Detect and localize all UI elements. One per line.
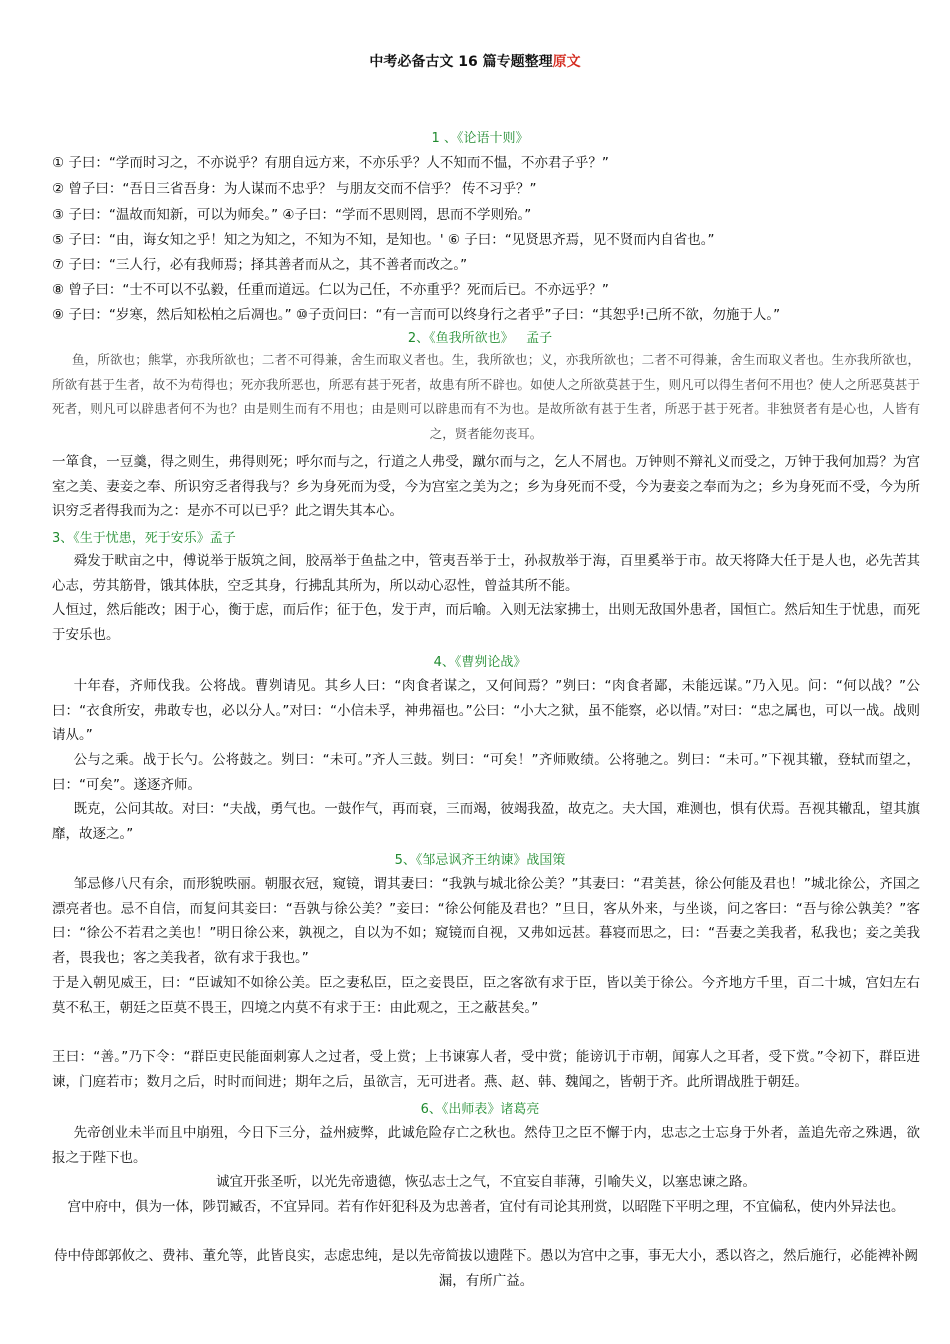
shengyu-paragraph-1: 舜发于畎亩之中，傅说举于版筑之间，胶鬲举于鱼盐之中，管夷吾举于士，孙叔敖举于海，百里奚举于市。故天将降大任于是人也，必先苦其心志，劳其筋骨，饿其体肤，空乏其身，行拂乱其所为，所以动心忍性，曾益其所不能。 — [52, 553, 920, 594]
lunyu-line-1: ① 子曰：“学而时习之，不亦说乎？有朋自远方来，不亦乐乎？人不知而不愠，不亦君子乎？” — [52, 155, 609, 171]
zouji-paragraph-3: 王曰：“善。”乃下令：“群臣吏民能面刺寡人之过者，受上赏；上书谏寡人者，受中赏；能谤讥于市朝，闻寡人之耳者，受下赏。”令初下，群臣进谏，门庭若市；数月之后，时时而间进；期年之后，虽欲言，无可进者。燕、赵、韩、魏闻之，皆朝于齐。此所谓战胜于朝廷。 — [52, 1049, 920, 1090]
lunyu-line-5: ⑦ 子曰：“三人行，必有我师焉；择其善者而从之，其不善者而改之。” — [52, 257, 468, 273]
caogui-paragraph-3: 既克，公问其故。对曰：“夫战，勇气也。一鼓作气，再而衰，三而竭，彼竭我盈，故克之。夫大国，难测也，惧有伏焉。吾视其辙乱，望其旗靡，故逐之。” — [52, 801, 920, 842]
caogui-paragraph-2: 公与之乘。战于长勺。公将鼓之。刿曰：“未可。”齐人三鼓。刿曰：“可矣！”齐师败绩。公将驰之。刿曰：“未可。”下视其辙，登轼而望之，曰：“可矣”。遂逐齐师。 — [52, 752, 920, 793]
zouji-paragraph-2: 于是入朝见威王，曰：“臣诚知不如徐公美。臣之妻私臣，臣之妾畏臣，臣之客欲有求于臣，皆以美于徐公。今齐地方千里，百二十城，宫妇左右莫不私王，朝廷之臣莫不畏王，四境之内莫不有求于王：由此观之，王之蔽甚矣。” — [52, 975, 920, 1016]
section-heading-6: 6、《出师表》诸葛亮 — [420, 1102, 540, 1117]
section-heading-2 — [40, 327, 920, 346]
chushi-paragraph-2: 诚宜开张圣听，以光先帝遗德，恢弘志士之气，不宜妄自菲薄，引喻失义，以塞忠谏之路。 — [216, 1174, 756, 1190]
title-main: 中考必备古文 16 篇专题整理 — [369, 54, 553, 70]
document-title — [0, 51, 950, 71]
title-red: 原文 — [552, 54, 581, 70]
zouji-paragraph-1: 邹忌修八尺有余，而形貌昳丽。朝服衣冠，窥镜，谓其妻曰：“我孰与城北徐公美？”其妻曰：“君美甚，徐公何能及君也！”城北徐公，齐国之漂亮者也。忌不自信，而复问其妾曰：“吾孰与徐公美？”妾曰：“徐公何能及君也？”旦日，客从外来，与坐谈，问之客曰：“吾与徐公孰美？”客曰：“徐公不若君之美也！”明日徐公来，孰视之，自以为不如；窥镜而自视，又弗如远甚。暮寝而思之，曰：“吾妻之美我者，私我也；妾之美我者，畏我也；客之美我者，欲有求于我也。” — [52, 876, 920, 966]
chushi-paragraph-4: 侍中侍郎郭攸之、费祎、董允等，此皆良实，志虑忠纯，是以先帝简拔以遗陛下。愚以为宫中之事，事无大小，悉以咨之，然后施行，必能裨补阙漏，有所广益。 — [54, 1248, 918, 1289]
lunyu-line-7: ⑨ 子曰：“岁寒，然后知松柏之后凋也。” ⑩子贡问曰：“有一言而可以终身行之者乎”子曰：“其恕乎!己所不欲，勿施于人。” — [52, 307, 781, 323]
yuwo-paragraph-2: 一箪食，一豆羹，得之则生，弗得则死；呼尔而与之，行道之人弗受，蹴尔而与之，乞人不屑也。万钟则不辩礼义而受之，万钟于我何加焉？为宫室之美、妻妾之奉、所识穷乏者得我与？乡为身死而为受，今为宫室之美为之；乡为身死而不受，今为妻妾之奉而为之；乡为身死而不受，今为所识穷乏者得我而为之：是亦不可以已乎？此之谓失其本心。 — [52, 454, 920, 519]
lunyu-line-3: ③ 子曰：“温故而知新，可以为师矣。” ④子曰：“学而不思则罔，思而不学则殆。” — [52, 207, 532, 223]
section-heading-3: 3、《生于忧患，死于安乐》孟子 — [52, 531, 236, 546]
lunyu-line-4: ⑤ 子曰：“由，诲女知之乎！知之为知之，不知为不知，是知也。' ⑥ 子曰：“见贤思齐焉，见不贤而内自省也。” — [52, 232, 715, 248]
caogui-paragraph-1: 十年春，齐师伐我。公将战。曹刿请见。其乡人曰：“肉食者谋之，又何间焉？”刿曰：“肉食者鄙，未能远谋。”乃入见。问：“何以战？”公曰：“衣食所安，弗敢专也，必以分人。”对曰：“小信未孚，神弗福也。”公曰：“小大之狱，虽不能察，必以情。”对曰：“忠之属也，可以一战。战则请从。” — [52, 678, 920, 743]
section-heading-1: 1 、《论语十则》 — [431, 131, 529, 146]
shengyu-paragraph-2: 人恒过，然后能改；困于心，衡于虑，而后作；征于色，发于声，而后喻。入则无法家拂士，出则无敌国外患者，国恒亡。然后知生于忧患，而死于安乐也。 — [52, 602, 920, 643]
section-heading-5: 5、《邹忌讽齐王纳谏》战国策 — [394, 853, 566, 868]
section-heading-4: 4、《曹刿论战》 — [433, 655, 527, 670]
chushi-paragraph-1: 先帝创业未半而且中崩殂，今日下三分，益州疲弊，此诚危险存亡之秋也。然侍卫之臣不懈于内，忠志之士忘身于外者，盖追先帝之殊遇，欲报之于陛下也。 — [52, 1125, 920, 1166]
lunyu-line-2: ② 曾子曰：“吾日三省吾身：为人谋而不忠乎？ 与朋友交而不信乎？ 传不习乎？” — [52, 181, 537, 197]
section-heading-2-author: 孟子 — [526, 331, 553, 346]
yuwo-paragraph-1: 鱼，所欲也；熊掌，亦我所欲也；二者不可得兼，舍生而取义者也。生，我所欲也；义，亦我所欲也；二者不可得兼，舍生而取义者也。生亦我所欲也，所欲有甚于生者，故不为苟得也；死亦我所恶也，所恶有甚于死者，故患有所不辟也。如使人之所欲莫甚于生，则凡可以得生者何不用也？使人之所恶莫甚于死者，则凡可以辟患者何不为也？由是则生而有不用也；由是则可以辟患而有不为也。是故所欲有甚于生者，所恶于甚于死者。非独贤者有是心也，人皆有之，贤者能勿丧耳。 — [52, 352, 920, 441]
chushi-paragraph-3: 宫中府中，俱为一体，陟罚臧否，不宜异同。若有作奸犯科及为忠善者，宜付有司论其刑赏，以昭陛下平明之理，不宜偏私，使内外异法也。 — [67, 1199, 905, 1215]
lunyu-line-6: ⑧ 曾子曰：“士不可以不弘毅，任重而道远。仁以为己任，不亦重乎？死而后已。不亦远乎？” — [52, 282, 609, 298]
section-heading-2-title: 2、《鱼我所欲也》 — [407, 331, 514, 346]
